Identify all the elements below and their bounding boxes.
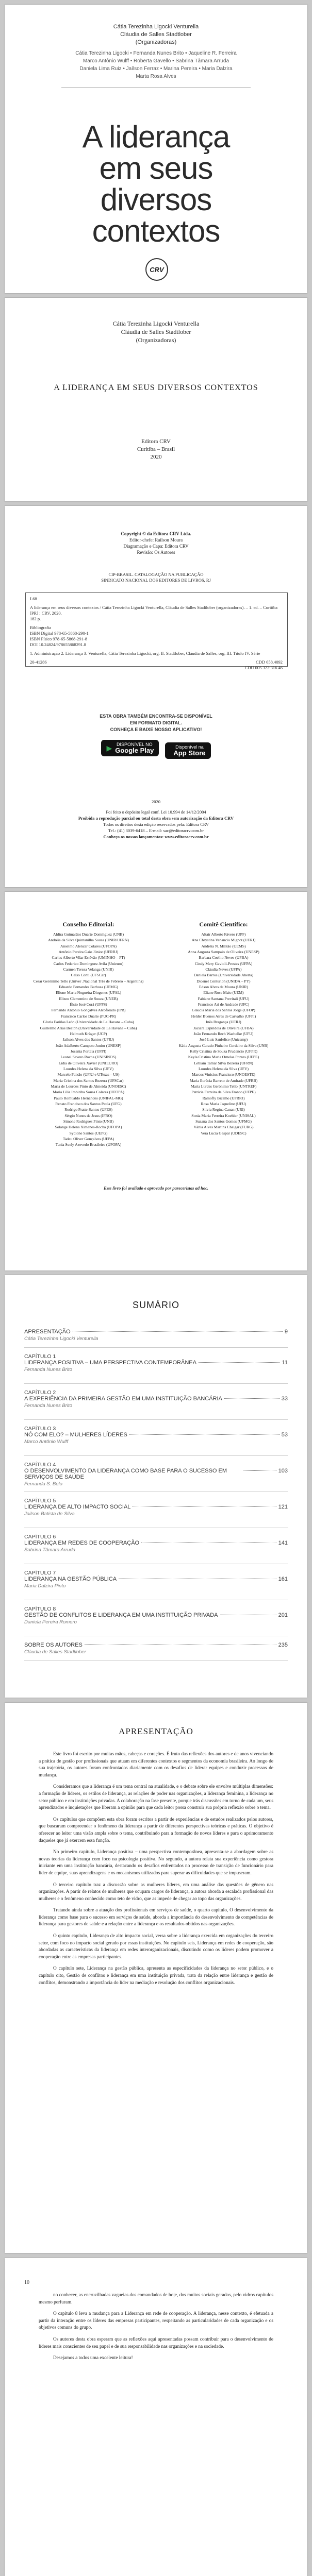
toc-item-page: 201	[278, 1612, 288, 1618]
scientific-member: Cindy Mery Gavioli-Prestes (UFPA)	[194, 961, 253, 966]
toc-item-label: APRESENTAÇÃO	[24, 1329, 71, 1335]
toc-item-page: 9	[284, 1329, 288, 1335]
cover-contributor-line: Cátia Terezinha Ligocki • Fernanda Nunes Brito • Jaqueline R. Ferreira	[75, 50, 237, 56]
toc-leader-dots	[243, 1470, 276, 1471]
scientific-member: Kelly Cristina de Souza Prudencio (UFPR)	[190, 1048, 257, 1054]
toc-item[interactable]	[24, 1534, 288, 1553]
scientific-member: Cláudia Neves (UFPA)	[205, 967, 242, 972]
digital-notice-line: ESTA OBRA TAMBÉM ENCONTRA-SE DISPONÍVEL	[100, 714, 212, 719]
editorial-member: Marcelo Paixão (UFRJ e UTexas – US)	[57, 1072, 120, 1077]
intro-title: APRESENTAÇÃO	[119, 1726, 193, 1736]
scientific-member: Fabiane Santana Previtali (UFU)	[198, 996, 250, 1001]
toc-item-page: 121	[278, 1504, 288, 1510]
toc-item-page: 141	[278, 1540, 288, 1546]
toc-title: SUMÁRIO	[132, 1300, 179, 1310]
toc-leader-dots	[73, 1331, 283, 1332]
toc-item[interactable]	[24, 1353, 288, 1372]
digital-notice-line: EM FORMATO DIGITAL.	[130, 720, 182, 725]
toc-item-page: 161	[278, 1576, 288, 1582]
intro-page	[5, 1703, 307, 2253]
publisher-line: Editora CRV	[141, 438, 171, 445]
toc-item-author: Sabrina Tâmara Arruda	[24, 1547, 75, 1553]
editorial-member: Tadeu Oliver Gonçalves (UFPA)	[62, 1137, 114, 1142]
toc-item-line	[24, 1642, 288, 1648]
toc-item-label: LIDERANÇA EM REDES DE COOPERAÇÃO	[24, 1540, 140, 1546]
toc-item[interactable]	[24, 1570, 288, 1589]
cover-rule-top	[61, 87, 251, 88]
editorial-member: Gloria Fariñas León (Universidade de La Havana – Cuba)	[43, 1020, 134, 1025]
toc-chapter-number: CAPÍTULO 7	[24, 1570, 56, 1576]
toc-item-author: Daniela Pereira Romero	[24, 1619, 77, 1625]
toc-item-author: Fernanda Nunes Brito	[24, 1403, 72, 1409]
legal-line: Conheça os nossos lançamentos: www.editoracrv.com.br	[103, 834, 209, 839]
toc-item-label: SOBRE OS AUTORES	[24, 1642, 83, 1648]
editorial-member: Elizeu Clementino de Souza (UNEB)	[59, 996, 118, 1001]
intro-paragraph: O terceiro capítulo traz a discussão sobre as mulheres líderes, em uma análise das questões de gênero nas organizações. A partir de relatos de mulheres que ocupam cargos de liderança, a autora aborda a escalada profissional das mulheres e o fenômeno conhecido como teto de vidro, que as impede de chegar ao topo das organizações.	[39, 1882, 273, 1902]
peer-review-note: Este livro foi avaliado e aprovado por pareceristas ad hoc.	[103, 1185, 209, 1191]
scientific-member: Anna Augusta Sampaio de Oliveira (UNESP)	[188, 950, 259, 955]
scientific-member: Kátia Augusta Curado Pinheiro Cordeiro da Silva (UNB)	[178, 1043, 269, 1048]
intro-paragraph: O capítulo sete, Liderança na gestão pública, apresenta as especificidades da liderança no setor público, e o capítulo oito, Gestão de conflitos e liderança em uma instituição privada, trata da relação entre liderança e gestão de conflitos, demonstrando a importância do líder na mediação e resolução dos conflitos organizacionais.	[39, 1966, 273, 1986]
editorial-member: Maria Cristina dos Santos Bezerra (UFSCar)	[53, 1078, 124, 1083]
toc-item-label: O DESENVOLVIMENTO DA LIDERANÇA COMO BASE PARA O SUCESSO EM SERVIÇOS DE SAÚDE	[24, 1468, 227, 1480]
publisher-line: 2020	[150, 454, 162, 460]
cip-heading	[5, 572, 307, 583]
editorial-member: Carlos Alberto Vilar Estêvão (UMINHO – PT)	[52, 955, 125, 960]
scientific-committee-list	[160, 931, 287, 1136]
title-page-name: Cláudia de Salles Stadtlober	[121, 328, 191, 335]
toc-item-line	[24, 1576, 288, 1582]
crv-logo	[145, 258, 168, 281]
google-play-big: Google Play	[115, 747, 154, 754]
toc-divider	[24, 1419, 288, 1420]
legal-line: Todos os direitos desta edição reservados pela: Editora CRV	[103, 822, 209, 827]
toc-item-page: 11	[282, 1360, 288, 1366]
editorial-member: Andréia da Silva Quintanilha Sousa (UNIR/UFRN)	[48, 938, 129, 943]
continuation-paragraph: Os autores desta obra esperam que as reflexões aqui apresentadas possam contribuir para o desenvolvimento de líderes mais conscientes de seu papel e de sua responsabilidade nas organizações e na sociedade.	[39, 2336, 273, 2349]
cover-org-line: Cláudia de Salles Stadtlober	[120, 31, 192, 38]
scientific-member: Inês Bragança (UERJ)	[206, 1020, 241, 1025]
scientific-member: Daniela Barros (Universidade Aberta)	[193, 973, 254, 978]
editorial-member: Guillermo Arias Beatón (Universidade de La Havana – Cuba)	[40, 1025, 137, 1030]
cip-subjects: 1. Administração 2. Liderança 3. Venturella, Cátia Terezinha Ligocki, org. II. Stadtlober, Cláudia de Salles, org. III. Título IV. Série	[30, 651, 260, 656]
toc-item-label: LIDERANÇA POSITIVA – UMA PERSPECTIVA CONTEMPORÂNEA	[24, 1360, 196, 1366]
cover-organizers	[5, 23, 307, 80]
scientific-member: José Luis Sanfelice (Unicamp)	[199, 1037, 248, 1042]
editorial-member: Élsio José Corá (UFFS)	[70, 1002, 107, 1007]
toc-leader-dots	[224, 1398, 280, 1399]
intro-paragraph: Os capítulos que compõem esta obra foram escritos a partir de experiências e de estudos realizados pelos autores, que buscaram compreender o fenômeno da liderança a partir de diferentes perspectivas teóricas e práticas. O objetivo é oferecer ao leitor uma visão ampla sobre o tema, contribuindo para a formação de novos líderes e para o aprimoramento daqueles que já exercem essa função.	[39, 1817, 273, 1843]
editorial-member: Solange Helena Ximenes-Rocha (UFOPA)	[55, 1125, 122, 1130]
scientific-member: Ramofly Bicalho (UFRRJ)	[202, 1095, 245, 1100]
toc-item-page: 103	[278, 1468, 288, 1474]
scientific-member: Altair Alberto Fávero (UPF)	[201, 932, 246, 937]
page-number: 10	[24, 2280, 29, 2285]
toc-item-line	[24, 1612, 288, 1618]
cip-isbn-digital: ISBN Digital 978-65-5868-290-1	[30, 631, 89, 636]
toc-item-author: Cláudia de Salles Stadtlober	[24, 1649, 86, 1655]
scientific-member: Ana Chrystina Venancio Mignot (UERJ)	[191, 938, 256, 943]
editorial-member: Aldira Guimarães Duarte Domínguez (UNB)	[53, 932, 124, 937]
toc-chapter-number: CAPÍTULO 4	[24, 1462, 56, 1468]
cip-id: 20-41286	[30, 659, 47, 665]
scientific-committee-title: Comitê Científico:	[199, 921, 248, 928]
intro-paragraph: O quinto capítulo, Liderança de alto impacto social, versa sobre a liderança exercida em organizações do terceiro setor, com foco no impacto social gerado por essas instituições. No capítulo seis, Liderança em redes de cooperação, são abordadas as características da liderança em redes interorganizacionais, discutindo como os líderes podem promover a cooperação entre as empresas participantes.	[39, 1934, 273, 1960]
intro-paragraph: Este livro foi escrito por muitas mãos, cabeças e corações. É fruto das reflexões dos autores e de anos vivenciando a prática de gestão por profissionais que atuam em diferentes contextos e segmentos da economia brasileira. Ao longo de sua trajetória, os autores foram confrontados diariamente com os desafios de liderar equipes e conduzir processos de mudança.	[39, 1752, 273, 1778]
cover-title-line: contextos	[92, 214, 220, 248]
store-badges	[5, 740, 307, 759]
cover-org-line: Cátia Terezinha Ligocki Venturella	[113, 24, 199, 30]
scientific-member: Gláucia Maria dos Santos Jorge (UFOP)	[192, 1008, 255, 1013]
toc-page	[5, 1275, 307, 1698]
editorial-member: Anselmo Alencar Colares (UFOPA)	[60, 943, 117, 948]
editorial-member: Helmuth Krüger (UCP)	[70, 1031, 107, 1036]
editorial-member: Maria de Lourdes Pinto de Almeida (UNOESC)	[51, 1083, 126, 1089]
toc-item[interactable]	[24, 1498, 288, 1517]
title-page-name: (Organizadoras)	[136, 336, 176, 344]
toc-item-line	[24, 1540, 288, 1546]
digital-notice	[5, 713, 307, 733]
toc-item-author: Fernanda S. Belo	[24, 1481, 62, 1487]
scientific-member: Sonia Maria Ferreira Koehler (UNISAL)	[191, 1113, 256, 1118]
editorial-member: Elione Maria Nogueira Diogenes (UFAL)	[56, 990, 121, 995]
editorial-member: Carmen Tereza Velanga (UNIR)	[63, 967, 114, 972]
scientific-member: Francisco Ari de Andrade (UFC)	[198, 1002, 250, 1007]
scientific-member: Patrícia Ferreira da Silva Franco (UFPE)	[191, 1090, 256, 1095]
scientific-member: Diosnel Centurion (UNIDA – PY)	[196, 978, 251, 984]
editorial-member: Carlos Federico Dominguez Avila (Unieuro)	[53, 961, 124, 966]
cover-title-line: A liderança	[82, 120, 230, 154]
scientific-member: Barbara Coelho Neves (UFBA)	[199, 955, 249, 960]
toc-item-line	[24, 1360, 288, 1366]
editorial-member: Sydione Santos (UEPG)	[69, 1130, 108, 1136]
toc-item-author: Marco Antônio Wulff	[24, 1439, 69, 1445]
copyright-line: Diagramação e Capa: Editora CRV	[123, 544, 189, 549]
title-page-name: Cátia Terezinha Ligocki Venturella	[112, 320, 200, 327]
scientific-member: Silvia Regina Canan (URI)	[202, 1107, 245, 1112]
scientific-member: Edson Alves de Moura (UNIR)	[199, 985, 248, 990]
editorial-council-title: Conselho Editorial:	[62, 921, 114, 928]
cip-code: L68	[30, 596, 37, 601]
google-play-small: DISPONÍVEL NO	[116, 742, 153, 747]
cip-doi: DOI 10.24824/978655868291.8	[30, 642, 86, 647]
cip-biblio: Bibliografia	[30, 625, 52, 630]
editorial-member: Cesar Gerónimo Tello (Univer .Nacional Três de Febrero – Argentina)	[33, 978, 144, 984]
toc-item-page: 53	[281, 1432, 288, 1438]
toc-chapter-number: CAPÍTULO 2	[24, 1389, 56, 1396]
title-page	[5, 298, 307, 501]
app-store-badge[interactable]	[165, 742, 210, 759]
continuation-paragraph: Desejamos a todos uma excelente leitura!	[53, 2355, 133, 2361]
cip-pages: 182 p.	[30, 616, 41, 621]
toc-item-line	[24, 1396, 288, 1402]
councils-page	[5, 892, 307, 1270]
scientific-committee	[160, 921, 287, 1136]
editorial-member: Rodrigo Pratte-Santos (UFES)	[64, 1107, 112, 1112]
toc-item-label: LIDERANÇA DE ALTO IMPACTO SOCIAL	[24, 1504, 131, 1510]
intro-paragraph: No primeiro capítulo, Liderança positiva – uma perspectiva contemporânea, apresenta-se a abordagem sobre as novas teorias da liderança com foco na psicologia positiva. No segundo, a autora relata sua experiência como gestora iniciante em uma instituição bancária, destacando os desafios enfrentados no processo de transição de funcionário para líder de equipe, suas aprendizagens e os mecanismos utilizados para superar as dificuldades que se impuseram.	[39, 1850, 273, 1876]
crv-logo-text: CRV	[150, 265, 164, 274]
editorial-member: Tania Suely Azevedo Brasileiro (UFOPA)	[55, 1142, 122, 1147]
toc-leader-dots	[199, 1362, 280, 1363]
cover-contributor-line: Marta Rosa Alves	[136, 74, 176, 79]
continuation-body	[39, 2292, 273, 2367]
cover-title	[5, 121, 307, 247]
editorial-member: Eduardo Fernandes Barbosa (UFMG)	[59, 985, 118, 990]
title-page-title: A LIDERANÇA EM SEUS DIVERSOS CONTEXTOS	[54, 383, 258, 392]
toc-item-page: 235	[278, 1642, 288, 1648]
cip-heading-line: SINDICATO NACIONAL DOS EDITORES DE LIVROS, RJ	[101, 578, 211, 583]
scientific-member: Eliane Rose Maio (UEM)	[203, 990, 244, 995]
editorial-member: Lídia de Oliveira Xavier (UNIEURO)	[58, 1060, 119, 1065]
toc-chapter-number: CAPÍTULO 1	[24, 1353, 56, 1360]
continuation-paragraph: no conhecer, as encruzilhadas vagueias dos comandados de hoje, dos muitos sociais gerados, pelo vidros capítulos mesmo perfuram.	[39, 2293, 273, 2305]
editorial-member: Josania Portela (UFPI)	[70, 1048, 107, 1054]
scientific-member: Jaciara Espíndola de Oliveira (UFBA)	[193, 1025, 254, 1030]
editorial-member: Lourdes Helena da Silva (UFV)	[63, 1066, 113, 1071]
cip-cdu: CDU 005.322:316.46	[244, 665, 283, 670]
legal-block	[5, 799, 307, 840]
cover-title-line: diversos	[100, 182, 212, 217]
scientific-member: Lourdes Helena da Silva (UFV)	[198, 1066, 249, 1071]
toc-item-author: Jailson Batista de Silva	[24, 1511, 75, 1517]
toc-item-author: Cátia Terezinha Ligocki Venturella	[24, 1336, 98, 1342]
scientific-member: Rosa Maria Jaqueline (UFU)	[201, 1101, 247, 1106]
scientific-member: Suzana dos Santos Gomes (UFMG)	[195, 1119, 252, 1124]
title-page-names	[5, 319, 307, 344]
toc-item[interactable]	[24, 1606, 288, 1625]
legal-line: Proibida a reprodução parcial ou total desta obra sem autorização da Editora CRV	[78, 816, 234, 821]
intro-paragraph: Consideramos que a liderança é um tema central na atualidade, e o debate sobre ele envolve múltiplas dimensões: a formação de líderes, os estilos de liderança, as relações de poder nas organizações, a liderança feminina, a liderança no setor público e em instituições privadas. A colaboração na fase presente, porque trás discussões em torno de cada um, seus aprendizados e inquietações que liberam a opinião para que cada leitor possa construir sua própria reflexão sobre o tema.	[39, 1784, 273, 1811]
scientific-member: Lebiam Tamar Silva Bezerra (UFRN)	[194, 1060, 253, 1065]
scientific-member: Marcos Vinicius Francisco (UNOESTE)	[192, 1072, 255, 1077]
scientific-member: João Fernando Rech Wachelke (UFU)	[193, 1031, 254, 1036]
cip-heading-line: CIP-BRASIL. CATALOGAÇÃO NA PUBLICAÇÃO	[108, 572, 204, 577]
toc-item[interactable]	[24, 1462, 288, 1487]
scientific-member: Keyla Cristina Maria Ornelas Pontes (UFPE)	[188, 1055, 259, 1060]
editorial-council	[25, 921, 152, 1148]
continuation-paragraph: O capítulo 8 leva a mudança para a Liderança em rede de cooperação. A liderança, nesse contexto, é efetuada a partir da interação entre os líderes das empresas participantes, respeitando as particularidades de cada organização e os objetivos comuns do grupo.	[39, 2311, 273, 2331]
toc-divider	[24, 1455, 288, 1456]
editorial-member: Fernando Antônio Gonçalves Alcoforado (IPB)	[51, 1008, 126, 1013]
editorial-member: Renato Francisco dos Santos Paula (UFG)	[55, 1101, 122, 1106]
scientific-member: Maria Eurácia Barreto de Andrade (UFRB)	[189, 1078, 258, 1083]
cip-isbn-print: ISBN Físico 978-65-5868-291-8	[30, 636, 87, 641]
cip-cdd: CDD 658.4092	[256, 659, 283, 665]
toc-divider	[24, 1383, 288, 1384]
legal-line: Tel.: (41) 3039-6418 – E-mail: sac@editoracrv.com.br	[108, 828, 204, 833]
intro-paragraph: Tratando ainda sobre a atuação dos profissionais em serviços de saúde, o quarto capítulo, O desenvolvimento da liderança como base para o sucesso em serviços de saúde, aborda a importância do desenvolvimento de competências de liderança para gestores de saúde e a relação entre a liderança e os resultados obtidos nas organizações.	[39, 1908, 273, 1927]
google-play-icon: ▶	[106, 744, 112, 752]
toc-item[interactable]	[24, 1329, 288, 1342]
toc-item[interactable]	[24, 1389, 288, 1409]
copyright-line: Revisão: Os Autores	[137, 550, 175, 555]
copyright-line: Editor-chefe: Railson Moura	[129, 537, 183, 543]
app-store-big: App Store	[173, 749, 206, 757]
toc-chapter-number: CAPÍTULO 5	[24, 1498, 56, 1504]
toc-chapter-number: CAPÍTULO 6	[24, 1534, 56, 1540]
editorial-member: João Adalberto Campato Junior (UNESP)	[56, 1043, 121, 1048]
toc-chapter-number: CAPÍTULO 3	[24, 1426, 56, 1432]
scientific-member: Andréia N. Militão (UEMS)	[201, 943, 246, 948]
publisher-line: Curitiba – Brasil	[137, 446, 175, 452]
cover-contributor-line: Marco Antônio Wulff • Roberta Gavello • Sabrina Tâmara Arruda	[83, 58, 229, 64]
editorial-member: Francisco Carlos Duarte (PUC-PR)	[60, 1013, 117, 1019]
toc-item[interactable]	[24, 1426, 288, 1445]
toc-divider	[24, 1347, 288, 1348]
toc-item-line	[24, 1504, 288, 1510]
copyright-block	[5, 531, 307, 555]
toc-item-author: Maria Dalzira Pinto	[24, 1583, 66, 1589]
editorial-member: Celso Conti (UFSCar)	[71, 973, 106, 978]
cip-record-main: A liderança em seus diversos contextos / Cátia Terezinha Ligocki Venturella, Cláudia de Salles Stadtlober (organizadoras). – 1. ed. – Curitiba [PR] : CRV, 2020.	[30, 605, 277, 616]
editorial-member: Paulo Romualdo Hernandes (UNIFAL-MG)	[54, 1095, 123, 1100]
toc-item-label: NÓ COM ELO? – MULHERES LÍDERES	[24, 1432, 127, 1438]
cover-contributor-line: Daniela Lima Ruiz • Jaílson Ferraz • Marina Pereira • Maria Dalzira	[79, 66, 233, 72]
continuation-page	[5, 2258, 307, 2576]
title-page-publisher	[5, 438, 307, 461]
cover-title-line: em seus	[99, 151, 213, 185]
cover-page	[5, 5, 307, 293]
toc-item-line	[24, 1468, 288, 1480]
toc-item-line	[24, 1329, 288, 1335]
digital-notice-line: CONHEÇA E BAIXE NOSSO APLICATIVO!	[110, 727, 202, 732]
editorial-member: Maria Lília Imbiriba Sousa Colares (UFOPA)	[53, 1090, 124, 1095]
toc-item-label: LIDERANÇA NA GESTÃO PÚBLICA	[24, 1576, 117, 1582]
cip-page	[5, 506, 307, 887]
editorial-council-list	[25, 931, 152, 1148]
toc-item-page: 33	[281, 1396, 288, 1402]
toc-item-line	[24, 1432, 288, 1438]
app-store-small: Disponível na	[175, 744, 204, 750]
scientific-member: Maria Lurdes Gerónimo Tello (UNTREF)	[190, 1083, 257, 1089]
editorial-member: Antônio Pereira Gaio Júnior (UFRRJ)	[58, 950, 119, 955]
legal-line: Foi feito o depósito legal conf. Lei 10.994 de 14/12/2004	[106, 809, 206, 815]
editorial-member: Jailson Alves dos Santos (UFRJ)	[62, 1037, 114, 1042]
editorial-member: Sérgio Nunes de Jesus (IFRO)	[64, 1113, 112, 1118]
scientific-member: Vera Lucia Gaspar (UDESC)	[201, 1130, 247, 1136]
toc-item-label: A EXPERIÊNCIA DA PRIMEIRA GESTÃO EM UMA INSTITUIÇÃO BANCÁRIA	[24, 1396, 222, 1402]
intro-body	[39, 1751, 273, 1991]
copyright-line: Copyright © da Editora CRV Ltda.	[121, 531, 191, 536]
scientific-member: Helder Buenos Aires de Carvalho (UFPI)	[191, 1013, 256, 1019]
toc-item[interactable]	[24, 1642, 288, 1655]
editorial-member: Leonel Severo Rocha (UNISINOS)	[60, 1055, 117, 1060]
toc-chapter-number: CAPÍTULO 8	[24, 1606, 56, 1612]
editorial-member: Simone Rodrigues Pinto (UNB)	[63, 1119, 114, 1124]
toc-leader-dots	[133, 1506, 276, 1507]
scientific-member: Vânia Alves Martins Chaigar (FURG)	[193, 1125, 254, 1130]
google-play-badge[interactable]	[101, 740, 159, 756]
legal-year: 2020	[152, 799, 160, 804]
cip-record-box	[25, 592, 288, 670]
toc-leader-dots	[129, 1434, 280, 1435]
toc-item-author: Fernanda Nunes Brito	[24, 1367, 72, 1372]
toc-item-label: GESTÃO DE CONFLITOS E LIDERANÇA EM UMA INSTITUIÇÃO PRIVADA	[24, 1612, 218, 1618]
cover-org-line: (Organizadoras)	[135, 39, 177, 45]
toc-divider	[24, 1660, 288, 1661]
